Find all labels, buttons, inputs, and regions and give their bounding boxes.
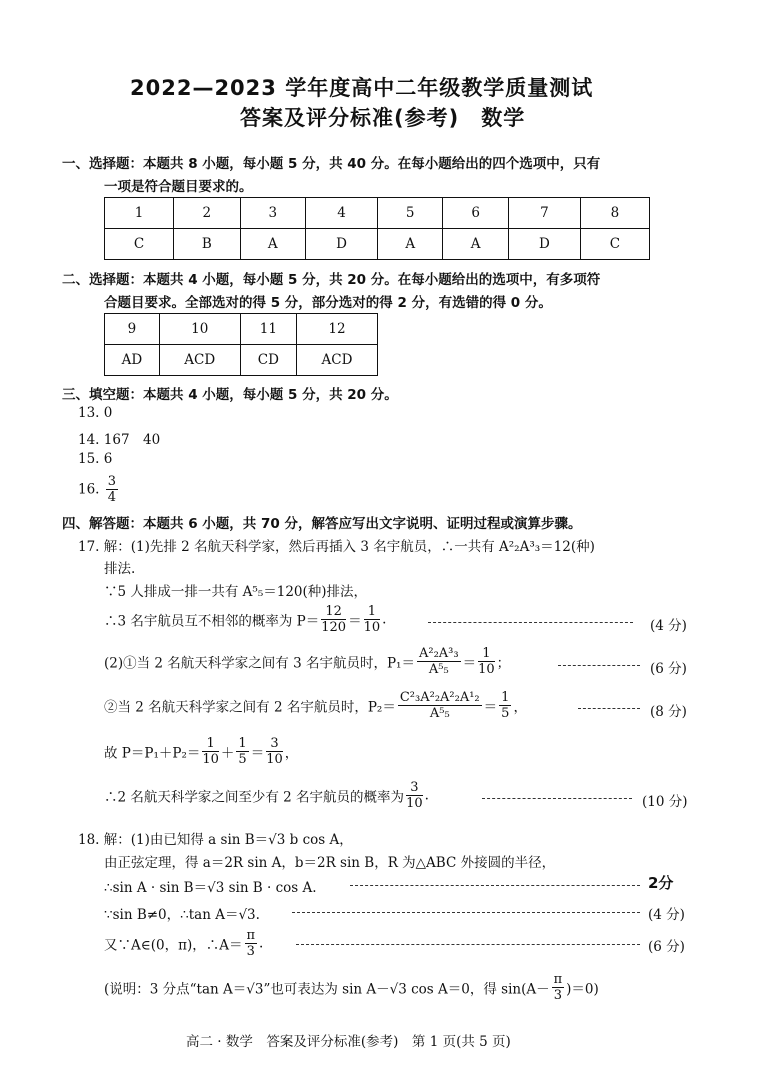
score-marker: (6 分) (650, 661, 687, 677)
part2-answer-row (105, 345, 378, 376)
denominator: 3 (246, 944, 255, 959)
equals: ＝ (250, 745, 265, 762)
fraction (321, 604, 346, 635)
score-marker: (6 分) (648, 939, 685, 955)
denominator: A⁵₅ (429, 706, 450, 721)
page-footer: 高二 · 数学 答案及评分标准(参考) 第 1 页(共 5 页) (186, 1034, 511, 1050)
part2-heading: 二、选择题：本题共 4 小题，每小题 5 分，共 20 分。在每小题给出的选项中，有多项符 (62, 272, 601, 288)
denominator: 10 (363, 620, 381, 635)
numerator: 3 (266, 736, 283, 752)
text: 故 P＝P₁＋P₂＝ (104, 745, 201, 762)
text: ②当 2 名航天科学家之间有 2 名宇航员时，P₂＝ (104, 699, 396, 716)
answer-cell: C (105, 229, 174, 260)
q17-line4 (104, 604, 386, 635)
comma: ， (513, 699, 527, 716)
score-leader (292, 912, 640, 913)
question-number: 6 (443, 198, 508, 229)
part2-number-row (105, 314, 378, 345)
fraction (478, 646, 495, 677)
q17-line7 (104, 736, 298, 767)
text: (说明：3 分点“tan A＝√3”也可表达为 sin A－√3 cos A＝0，得 sin(A－ (104, 981, 550, 998)
answer-14: 14. 167 40 (78, 432, 161, 448)
page-subtitle: 答案及评分标准(参考) 数学 (240, 106, 526, 130)
answer-16 (78, 474, 120, 505)
question-number: 12 (296, 314, 377, 345)
answer-cell: B (174, 229, 240, 260)
part1-number-row (105, 198, 650, 229)
fraction (106, 474, 118, 505)
question-number: 5 (377, 198, 442, 229)
fraction (398, 690, 482, 721)
answer-cell: D (508, 229, 580, 260)
q18-line4: ∵sin B≠0，∴tan A＝√3. (104, 907, 260, 923)
answer-15: 15. 6 (78, 451, 113, 467)
question-number: 2 (174, 198, 240, 229)
fraction (552, 972, 565, 1003)
fraction (364, 604, 381, 635)
numerator: A²₂A³₃ (418, 646, 459, 661)
numerator: 1 (501, 690, 510, 705)
numerator: 3 (107, 474, 117, 489)
answer-cell: ACD (296, 345, 377, 376)
equals: ＝ (462, 655, 477, 672)
fraction (236, 736, 248, 767)
part1-heading: 一、选择题：本题共 8 小题，每小题 5 分，共 40 分。在每小题给出的四个选项中，只有 (62, 156, 601, 172)
score-marker: (10 分) (642, 794, 688, 810)
q18-line2: 由正弦定理，得 a＝2R sin A，b＝2R sin B，R 为△ABC 外接圆的半径， (104, 855, 556, 871)
score-leader (558, 665, 640, 666)
q17-line8 (104, 780, 429, 811)
q17-line1: 17. 解：(1)先排 2 名航天科学家，然后再插入 3 名宇航员，∴一共有 A²₂A³₃＝12(种) (78, 539, 595, 555)
score-leader (578, 708, 640, 709)
answer-cell: A (240, 229, 305, 260)
denominator: 10 (266, 752, 283, 767)
fraction (245, 928, 258, 959)
answer-cell: ACD (159, 345, 240, 376)
score-marker: (8 分) (650, 704, 687, 720)
answer-cell: A (443, 229, 508, 260)
text: (2)①当 2 名航天科学家之间有 3 名宇航员时，P₁＝ (104, 655, 415, 672)
question-number: 1 (105, 198, 174, 229)
score-marker: 2分 (648, 874, 674, 892)
numerator: 1 (238, 736, 247, 751)
q17-line2: 排法. (104, 561, 136, 577)
question-number: 11 (240, 314, 296, 345)
answer-cell: C (580, 229, 649, 260)
comma: ， (284, 745, 299, 762)
numerator: 1 (202, 736, 219, 752)
plus: ＋ (220, 745, 235, 762)
q18-line1: 18. 解：(1)由已知得 a sin B＝√3 b cos A， (78, 832, 353, 848)
score-marker: (4 分) (650, 618, 687, 634)
numerator: C²₃A²₂A²₂A¹₂ (399, 690, 480, 705)
numerator: 1 (478, 646, 495, 662)
question-number: 3 (240, 198, 305, 229)
fraction (266, 736, 283, 767)
part2-heading-cont: 合题目要求。全部选对的得 5 分，部分选对的得 2 分，有选错的得 0 分。 (104, 295, 552, 311)
question-number: 9 (105, 314, 160, 345)
q18-line5 (104, 928, 263, 959)
page-title: 2022—2023 学年度高中二年级教学质量测试 (130, 76, 594, 100)
q18-line3: ∴sin A · sin B＝√3 sin B · cos A. (104, 880, 317, 896)
semicolon: ； (496, 655, 511, 672)
denominator: 10 (202, 752, 219, 767)
q17-line5 (104, 646, 510, 677)
denominator: 10 (478, 662, 495, 677)
denominator: 4 (107, 490, 117, 505)
answer-cell: D (305, 229, 377, 260)
part3-heading: 三、填空题：本题共 4 小题，每小题 5 分，共 20 分。 (62, 387, 398, 403)
period: . (424, 787, 429, 804)
fraction (202, 736, 219, 767)
question-number: 7 (508, 198, 580, 229)
numerator: 3 (406, 780, 423, 796)
answer-cell: CD (240, 345, 296, 376)
text: ∴2 名航天科学家之间至少有 2 名宇航员的概率为 (104, 789, 405, 806)
numerator: π (553, 972, 563, 987)
score-leader (350, 885, 640, 886)
denominator: 10 (406, 796, 423, 811)
score-marker: (4 分) (648, 907, 685, 923)
answer-13: 13. 0 (78, 405, 113, 421)
period: . (259, 935, 264, 952)
score-leader (296, 944, 640, 945)
answer-cell: A (377, 229, 442, 260)
score-leader (482, 798, 632, 799)
question-number: 4 (305, 198, 377, 229)
fraction (406, 780, 423, 811)
denominator: 120 (321, 620, 347, 635)
denominator: 3 (553, 988, 563, 1003)
part1-answer-table (104, 197, 650, 260)
numerator: 1 (364, 604, 381, 620)
part4-heading: 四、解答题：本题共 6 小题，共 70 分，解答应写出文字说明、证明过程或演算步骤。 (62, 516, 582, 532)
part1-heading-cont: 一项是符合题目要求的。 (104, 179, 253, 195)
text: 又∵A∈(0，π)，∴A＝ (104, 937, 243, 954)
numerator: 12 (321, 604, 346, 620)
score-leader (428, 622, 633, 623)
denominator: A⁵₅ (428, 662, 449, 677)
equals: ＝ (348, 613, 362, 630)
equals: ＝ (483, 699, 498, 716)
question-number: 10 (159, 314, 240, 345)
q17-line3: ∵5 人排成一排一共有 A⁵₅＝120(种)排法， (104, 584, 368, 600)
numerator: π (246, 928, 256, 943)
part2-answer-table (104, 313, 378, 376)
denominator: 5 (501, 706, 510, 721)
answer-cell: AD (105, 345, 160, 376)
fraction (417, 646, 461, 677)
q18-note (104, 972, 599, 1003)
text: ∴3 名宇航员互不相邻的概率为 P＝ (104, 613, 320, 630)
answer-16-label: 16. (78, 481, 100, 498)
q17-line6 (104, 690, 527, 721)
question-number: 8 (580, 198, 649, 229)
text: )＝0) (566, 981, 599, 998)
denominator: 5 (238, 752, 247, 767)
part1-answer-row (105, 229, 650, 260)
fraction (499, 690, 511, 721)
period: . (382, 611, 387, 628)
